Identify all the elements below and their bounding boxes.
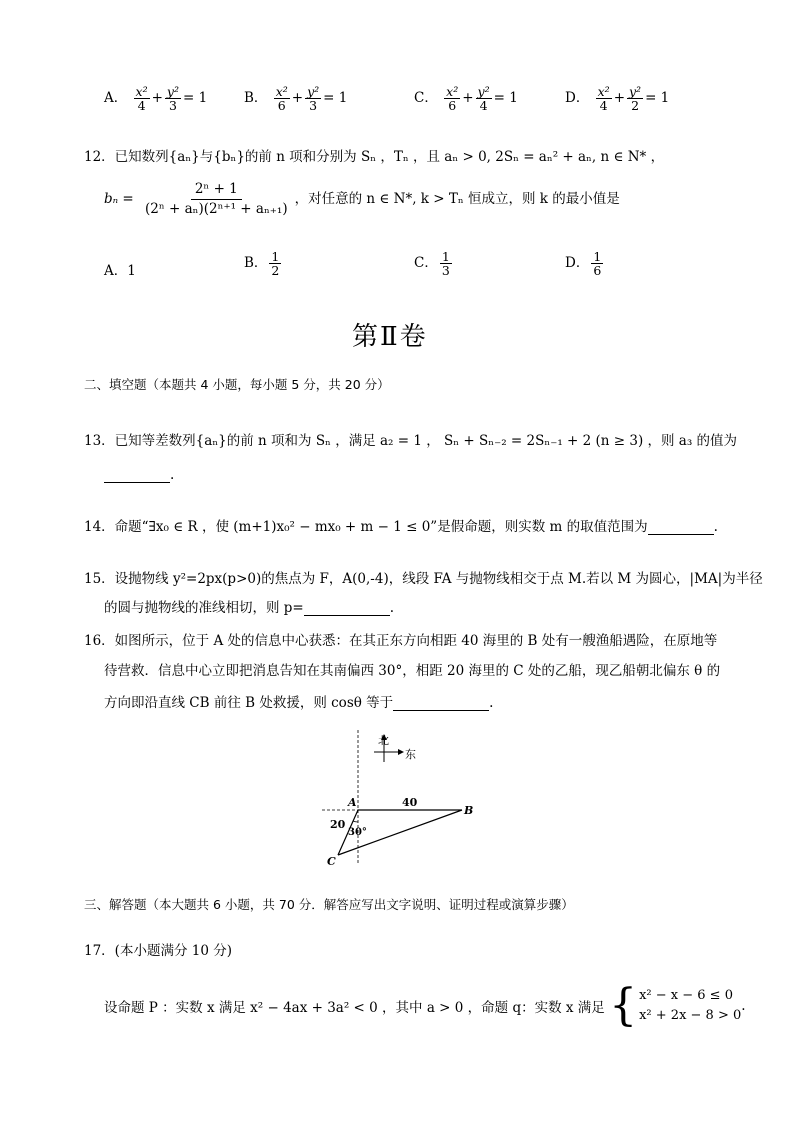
- answer-blank[interactable]: [304, 599, 390, 616]
- q17-text: 设命题 P ：实数 x 满足 x² − 4ax + 3a² < 0 ，其中 a > 0 ，命题 q：实数 x 满足 { x² − x − 6 ≤ 0 x² + 2x − 8 > 0 .: [104, 980, 746, 1031]
- q12-option-a: A．1: [104, 263, 136, 279]
- q15-line1: 15．设抛物线 y²=2px(p>0)的焦点为 F，A(0,-4)，线段 FA 与抛物线相交于点 M.若以 M 为圆心，|MA|为半径: [84, 571, 763, 587]
- point-c-label: C: [327, 855, 336, 868]
- length-ab-label: 40: [402, 796, 418, 809]
- fraction: $\frac{\text{x²}}{4}$: [597, 84, 610, 114]
- section-heading-fill-in: 二、填空题（本题共 4 小题，每小题 5 分，共 20 分）: [84, 377, 390, 392]
- answer-blank[interactable]: [393, 694, 489, 711]
- fraction: $\frac{\text{y²}}{3}$: [166, 84, 179, 114]
- east-label: 东: [405, 748, 416, 761]
- angle-arc: [353, 821, 358, 822]
- east-arrow-head: [398, 749, 404, 755]
- angle-label: 30°: [348, 827, 367, 838]
- point-a-label: A: [348, 796, 357, 809]
- q12-option-b: B． $\frac{1}{2}$: [244, 249, 280, 279]
- q13-text: 13．已知等差数列{aₙ}的前 n 项和为 Sₙ ，满足 a₂ = 1 ， Sₙ + Sₙ₋₂ = 2Sₙ₋₁ + 2 (n ≥ 3) ，则 a₃ 的值为: [84, 433, 738, 449]
- q11-option-d: D． $\frac{\text{x²}}{4}$ + $\frac{\text{y²}}{2}$ = 1: [565, 84, 670, 114]
- q12-option-d: D． $\frac{1}{6}$: [565, 249, 602, 279]
- q13-answer-line: .: [104, 466, 174, 483]
- system-inequality-2: x² + 2x − 8 > 0: [639, 1008, 742, 1023]
- answer-blank[interactable]: [104, 466, 170, 483]
- point-b-label: B: [464, 804, 474, 817]
- fraction: $\frac{\text{x²}}{4}$: [135, 84, 148, 114]
- q12-option-c: C． $\frac{1}{3}$: [414, 249, 450, 279]
- section-title: 第Ⅱ卷: [352, 322, 428, 352]
- system-inequality-1: x² − x − 6 ≤ 0: [639, 987, 733, 1003]
- fraction: $\frac{1}{6}$: [593, 249, 602, 279]
- q11-option-b: B． $\frac{\text{x²}}{6}$ + $\frac{\text{y²}}{3}$ = 1: [244, 84, 348, 114]
- q16-line2: 待营救．信息中心立即把消息告知在其南偏西 30°，相距 20 海里的 C 处的乙船，现乙船朝北偏东 θ 的: [104, 663, 721, 679]
- bn-fraction: $\frac{\text{2ⁿ + 1}}{\text{(2ⁿ + aₙ)(2ⁿ⁺¹ + aₙ₊₁)}}$: [145, 181, 288, 217]
- q15-line2: 的圆与抛物线的准线相切，则 p= .: [104, 600, 395, 616]
- fraction: $\frac{\text{y²}}{4}$: [477, 84, 490, 114]
- length-ac-label: 20: [330, 818, 346, 831]
- q16-line3: 方向即沿直线 CB 前往 B 处救援，则 cosθ 等于 .: [104, 695, 494, 711]
- navigation-diagram: [310, 725, 490, 875]
- fraction: $\frac{\text{y²}}{2}$: [629, 84, 642, 114]
- q16-line1: 16．如图所示，位于 A 处的信息中心获悉：在其正东方向相距 40 海里的 B 处有一艘渔船遇险，在原地等: [84, 633, 718, 649]
- q17-heading: 17．(本小题满分 10 分): [84, 943, 232, 959]
- inequality-system: [609, 980, 742, 1031]
- fraction: $\frac{1}{3}$: [441, 249, 450, 279]
- left-brace-icon: {: [609, 980, 638, 1031]
- q12-line2: bₙ = $\frac{\text{2ⁿ + 1}}{\text{(2ⁿ + aₙ)(2ⁿ⁺¹ + aₙ₊₁)}}$ ，对任意的 n ∈ N*, k > Tₙ 恒成立，则 k 的最小值是: [104, 181, 620, 217]
- q11-option-c: C． $\frac{\text{x²}}{6}$ + $\frac{\text{y²}}{4}$ = 1: [414, 84, 518, 114]
- section-heading-solutions: 三、解答题（本大题共 6 小题，共 70 分．解答应写出文字说明、证明过程或演算步骤）: [84, 897, 574, 912]
- north-label: 北: [378, 734, 389, 747]
- fraction: $\frac{\text{y²}}{3}$: [307, 84, 320, 114]
- fraction: $\frac{\text{x²}}{6}$: [275, 84, 288, 114]
- q14-line: 14．命题“∃x₀ ∈ R ，使 (m+1)x₀² − mx₀ + m − 1 ≤ 0”是假命题，则实数 m 的取值范围为 .: [84, 519, 718, 535]
- fraction: $\frac{1}{2}$: [271, 249, 280, 279]
- fraction: $\frac{\text{x²}}{6}$: [446, 84, 459, 114]
- answer-blank[interactable]: [648, 518, 714, 535]
- q11-option-a: A． $\frac{\text{x²}}{4}$ + $\frac{\text{y²}}{3}$ = 1: [104, 84, 208, 114]
- q12-line1: 12．已知数列{aₙ}与{bₙ}的前 n 项和分别为 Sₙ ，Tₙ ，且 aₙ > 0, 2Sₙ = aₙ² + aₙ, n ∈ N* ，: [84, 149, 665, 165]
